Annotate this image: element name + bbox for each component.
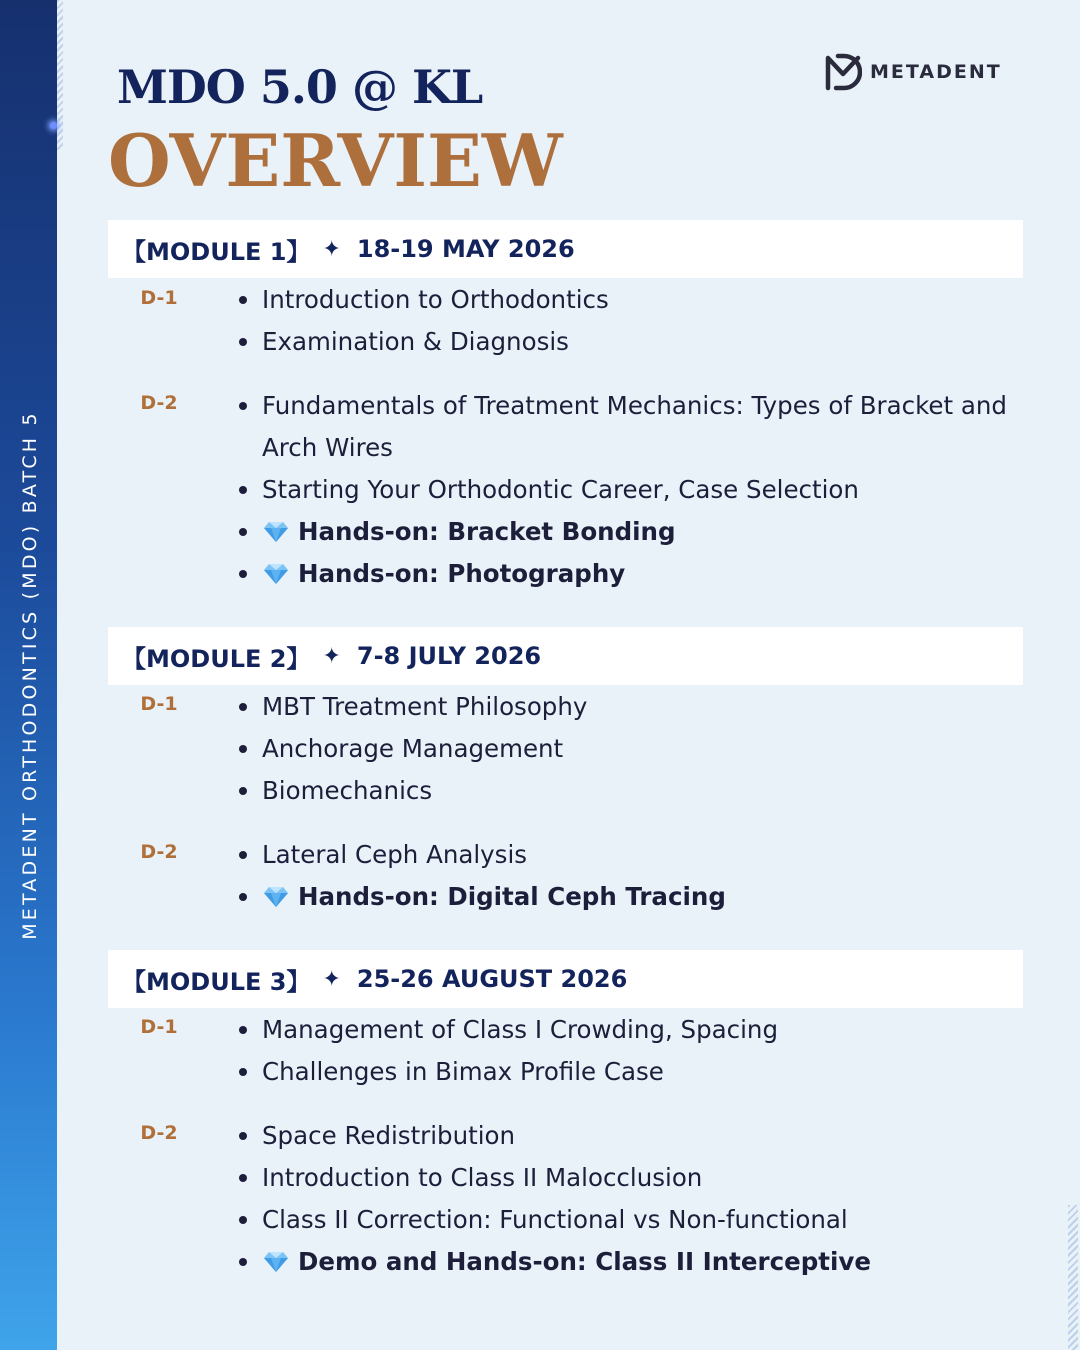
- day-label: D-1: [140, 1016, 178, 1038]
- topic-item: Anchorage Management: [262, 728, 587, 770]
- topic-list: [262, 279, 609, 363]
- day-label: D-2: [140, 841, 178, 863]
- gem-icon: [262, 1251, 290, 1273]
- star-icon: ✦: [322, 966, 341, 992]
- brand-name: METADENT: [870, 61, 1002, 83]
- topic-list: [262, 834, 726, 918]
- topic-item: Introduction to Orthodontics: [262, 279, 609, 321]
- module-label: 【MODULE 1】: [122, 237, 311, 266]
- topic-item: Management of Class I Crowding, Spacing: [262, 1009, 778, 1051]
- day-label: D-2: [140, 392, 178, 414]
- hands-on-item: [262, 1241, 871, 1283]
- hands-on-label: Demo and Hands-on: Class II Interceptive: [298, 1247, 871, 1276]
- hands-on-item: [262, 511, 1007, 553]
- topic-item: Class II Correction: Functional vs Non-functional: [262, 1199, 871, 1241]
- star-icon: ✦: [322, 643, 341, 669]
- module-dates: 18-19 MAY 2026: [356, 235, 575, 263]
- decorative-stripes: [57, 0, 63, 150]
- glow-dot: [50, 122, 57, 129]
- module-dates: 7-8 JULY 2026: [356, 642, 542, 670]
- topic-item: Biomechanics: [262, 770, 587, 812]
- day-label: D-1: [140, 287, 178, 309]
- module-2-header: [108, 627, 1023, 685]
- gem-icon: [262, 521, 290, 543]
- topic-item: Examination & Diagnosis: [262, 321, 609, 363]
- module-label: 【MODULE 3】: [122, 967, 311, 996]
- topic-item: Challenges in Bimax Profile Case: [262, 1051, 778, 1093]
- gem-icon: [262, 563, 290, 585]
- module-3-header: [108, 950, 1023, 1008]
- day-label: D-2: [140, 1122, 178, 1144]
- topic-list: [262, 385, 1007, 595]
- topic-list: [262, 686, 587, 812]
- decorative-stripes-right: [1068, 1205, 1078, 1350]
- hands-on-label: Hands-on: Bracket Bonding: [298, 517, 676, 546]
- topic-item: Lateral Ceph Analysis: [262, 834, 726, 876]
- topic-item: MBT Treatment Philosophy: [262, 686, 587, 728]
- brand-logo: [824, 52, 1002, 92]
- gem-icon: [262, 886, 290, 908]
- topic-list: [262, 1115, 871, 1283]
- hands-on-item: [262, 553, 1007, 595]
- module-dates: 25-26 AUGUST 2026: [356, 965, 628, 993]
- side-banner-text: METADENT ORTHODONTICS (MDO) BATCH 5: [19, 410, 41, 940]
- topic-item: Introduction to Class II Malocclusion: [262, 1157, 871, 1199]
- hands-on-label: Hands-on: Digital Ceph Tracing: [298, 882, 726, 911]
- topic-item: Fundamentals of Treatment Mechanics: Types of Bracket and Arch Wires: [262, 385, 1007, 469]
- day-label: D-1: [140, 693, 178, 715]
- topic-item: Starting Your Orthodontic Career, Case Selection: [262, 469, 1007, 511]
- star-icon: ✦: [322, 236, 341, 262]
- hands-on-item: [262, 876, 726, 918]
- module-1-header: [108, 220, 1023, 278]
- topic-item: Space Redistribution: [262, 1115, 871, 1157]
- module-label: 【MODULE 2】: [122, 644, 311, 673]
- hands-on-label: Hands-on: Photography: [298, 559, 626, 588]
- page-title: MDO 5.0 @ KL: [117, 60, 483, 114]
- page-subtitle: OVERVIEW: [108, 118, 563, 203]
- topic-list: [262, 1009, 778, 1093]
- metadent-logo-icon: [824, 52, 862, 92]
